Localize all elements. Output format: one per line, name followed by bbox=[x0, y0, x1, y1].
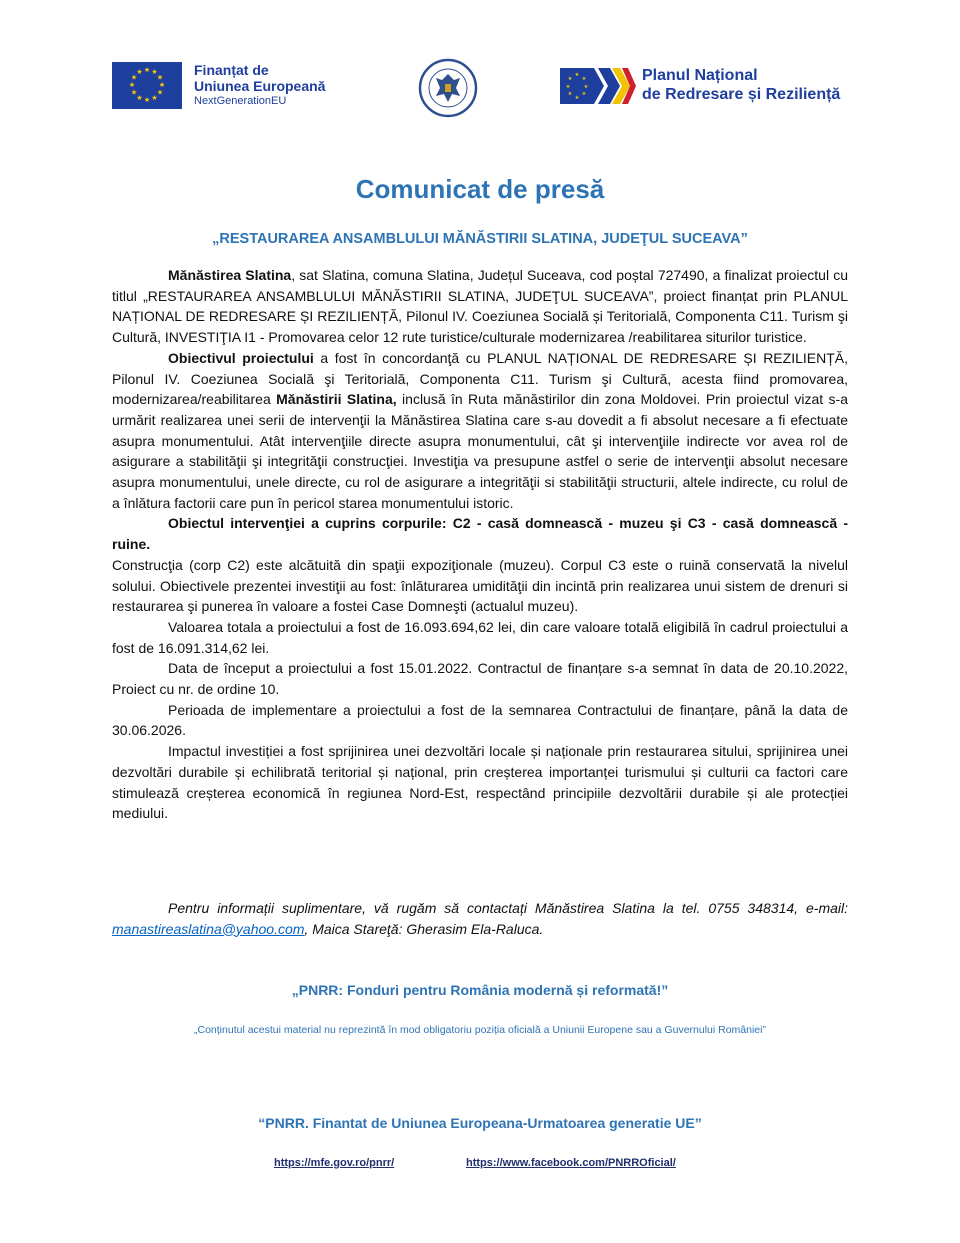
eu-flag-stars bbox=[112, 62, 182, 109]
press-release-body bbox=[112, 265, 848, 824]
paragraph-2-text-b: inclusă în Ruta mănăstirilor din zona Moldovei. Prin proiectul vizat s-a urmărit realizarea unei serii de intervenţii la Mănăstirea Slatina care s-au dovedit a fi absolut necesare a fi efectuate asupra monumentului. Atât intervenţiile directe asupra monumentului, cât şi intervenţiile indirecte vor avea rol de asigurare a stabilităţii şi integrităţii construcţiei. Investiţia va presupune astfel o serie de intervenţii absolut necesare asupra monumentului, unele directe, cu rol de asigurare a integrităţii si stabilităţii structurii, altele indirecte, cu rolul de a înlătura factorii care pun în pericol starea monumentului istoric. bbox=[112, 391, 848, 511]
paragraph-2-bold2: Mănăstirii Slatina, bbox=[276, 391, 397, 408]
mfe-link[interactable]: https://mfe.gov.ro/pnrr/ bbox=[274, 1157, 395, 1169]
paragraph-4: Construcţia (corp C2) este alcătuită din spaţii expoziţionale (muzeu). Corpul C3 este o ruină conservată la nivelul solului. Obiectivele prezentei investiţii au fost: înlăturarea umidităţii din incintă prin realizarea unui sistem de drenuri si restaurarea şi punerea în valoare a fostei Case Domneşti (actualul muzeu). bbox=[112, 556, 848, 615]
paragraph-1 bbox=[112, 265, 848, 348]
pnrr-text bbox=[642, 66, 840, 104]
svg-text:★: ★ bbox=[136, 94, 143, 102]
svg-text:★: ★ bbox=[581, 91, 587, 97]
svg-text:★: ★ bbox=[574, 95, 580, 101]
contact-text-a: Pentru informații suplimentare, vă rugăm să contactați Mănăstirea Slatina la tel. 0755 348314, e-mail: bbox=[168, 900, 848, 916]
pnrr-line2: de Redresare și Reziliență bbox=[642, 86, 841, 103]
paragraph-3-bold: Obiectul intervenţiei a cuprins corpurile: C2 - casă domnească - muzeu şi C3 - casă domnească - ruine. bbox=[112, 515, 848, 553]
pnrr-slogan: „PNRR: Fonduri pentru România modernă și reformată!” bbox=[291, 982, 669, 998]
svg-text:★: ★ bbox=[136, 68, 143, 76]
contact-info bbox=[112, 898, 848, 939]
contact-text-b: , Maica Stareţă: Gherasim Ela-Raluca. bbox=[304, 920, 544, 937]
footer-links bbox=[0, 1157, 960, 1173]
project-subtitle: „RESTAURAREA ANSAMBLULUI MĂNĂSTIRII SLATINA, JUDEŢUL SUCEAVA” bbox=[212, 231, 748, 247]
paragraph-2-text-a: a fost în concordanţă cu PLANUL NAȚIONAL DE REDRESARE ȘI REZILIENȚĂ, Pilonul IV. Coeziunea Socială şi Teritorială, Componenta C11. Turism şi Cultură, acesta fiind promovarea, modernizarea/reabilitarea bbox=[112, 349, 848, 408]
svg-text:★: ★ bbox=[143, 66, 151, 74]
contact-paragraph bbox=[112, 898, 848, 939]
svg-text:★: ★ bbox=[128, 81, 136, 89]
svg-text:★: ★ bbox=[130, 73, 138, 82]
paragraph-6: Data de început a proiectului a fost 15.01.2022. Contractul de finanțare s-a semnat în data de 20.10.2022, Proiect cu nr. de ordine 10. bbox=[112, 660, 848, 698]
svg-text:★: ★ bbox=[156, 73, 164, 82]
svg-text:★: ★ bbox=[565, 84, 571, 90]
svg-text:★: ★ bbox=[156, 88, 164, 97]
pnrr-flag-icon bbox=[560, 64, 636, 108]
svg-text:★: ★ bbox=[583, 84, 589, 90]
eu-flag-icon bbox=[112, 62, 182, 109]
paragraph-1-text: , sat Slatina, comuna Slatina, Județul Suceava, cod poștal 727490, a finalizat proiectul cu titlul „RESTAURAREA ANSAMBLULUI MĂNĂSTIRII SLATINA, JUDEŢUL SUCEAVA”, proiect finanțat prin PLANUL NAȚIONAL DE REDRESARE ȘI REZILIENȚĂ, Pilonul IV. Coeziunea Socială și Teritorială, Componenta C11. Turism şi Cultură, INVESTIŢIA I1 - Promovarea celor 12 rute turistice/culturale modernizarea /reabilitarea siturilor turistice. bbox=[112, 267, 848, 346]
svg-text:★: ★ bbox=[574, 72, 580, 78]
header-logos bbox=[0, 58, 960, 118]
svg-text:★: ★ bbox=[151, 68, 158, 76]
eu-funding-text bbox=[194, 62, 325, 109]
paragraph-8: Impactul investiției a fost sprijinirea unei dezvoltări locale și naționale prin restaurarea sitului, sprijinirea unei dezvoltări durabile și echilibrată teritorial și național, prin creșterea importanței turismului și culturii ca factori care stimulează creșterea economică în regiunea Nord-Est, respectând principiile dezvoltării durabile și ale protecției mediului. bbox=[112, 743, 848, 822]
page-title: Comunicat de presă bbox=[355, 174, 605, 204]
eu-funding-logo bbox=[112, 62, 352, 112]
paragraph-7: Perioada de implementare a proiectului a fost de la semnarea Contractului de finanțare, până la data de 30.06.2026. bbox=[112, 701, 848, 739]
paragraph-1-bold: Mănăstirea Slatina bbox=[168, 267, 292, 283]
romanian-government-seal-icon bbox=[416, 58, 480, 118]
pnrr-logo bbox=[560, 64, 890, 110]
pnrr-line1: Planul Național bbox=[642, 67, 758, 84]
contact-email-link[interactable]: manastireaslatina@yahoo.com bbox=[112, 920, 305, 937]
svg-text:★: ★ bbox=[158, 81, 166, 89]
eu-line1: Finanțat de bbox=[194, 62, 269, 78]
disclaimer: „Conținutul acestui material nu reprezintă în mod obligatoriu poziția oficială a Uniunii Europene sau a Guvernului României” bbox=[194, 1024, 766, 1036]
svg-text:★: ★ bbox=[151, 94, 158, 102]
eu-line2: Uniunea Europeană bbox=[194, 78, 326, 94]
paragraph-3 bbox=[112, 513, 848, 554]
svg-text:★: ★ bbox=[581, 76, 587, 82]
paragraph-2 bbox=[112, 348, 848, 514]
svg-text:★: ★ bbox=[567, 76, 573, 82]
svg-text:★: ★ bbox=[567, 91, 573, 97]
eu-line3: NextGenerationEU bbox=[194, 95, 287, 107]
paragraph-2-bold: Obiectivul proiectului bbox=[168, 349, 314, 366]
footer-title: “PNRR. Finantat de Uniunea Europeana-Urmatoarea generatie UE” bbox=[258, 1115, 702, 1131]
facebook-link[interactable]: https://www.facebook.com/PNRROficial/ bbox=[466, 1157, 676, 1169]
svg-text:★: ★ bbox=[143, 96, 151, 104]
svg-text:★: ★ bbox=[130, 88, 138, 97]
paragraph-5: Valoarea totala a proiectului a fost de 16.093.694,62 lei, din care valoare totală eligibilă în cadrul proiectului a fost de 16.091.314,62 lei. bbox=[112, 618, 848, 656]
